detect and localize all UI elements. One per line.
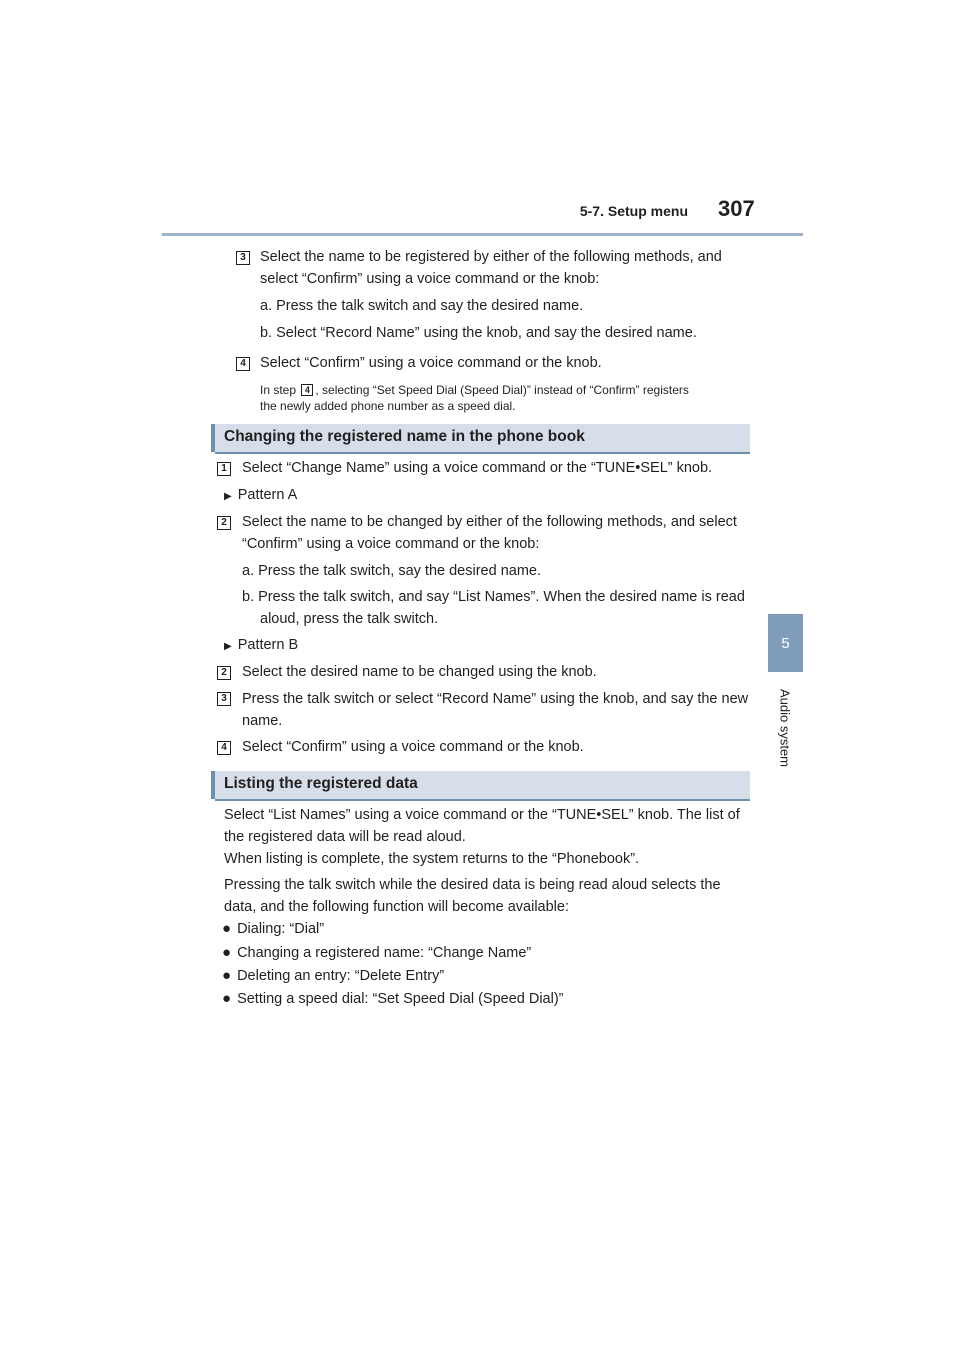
pattern-b-text: Pattern B xyxy=(237,637,299,653)
change-step-1-badge: 1 xyxy=(217,462,231,476)
chapter-tab xyxy=(768,614,803,672)
change-step-2a-line-2: “Confirm” using a voice command or the knob: xyxy=(242,536,540,552)
bullet-text: Setting a speed dial: “Set Speed Dial (Speed Dial)” xyxy=(237,991,564,1007)
section-title-listing: Listing the registered data xyxy=(224,775,418,792)
step-3-line-1: Select the name to be registered by either of the following methods, and xyxy=(260,249,722,265)
listing-p1-line-2: the registered data will be read aloud. xyxy=(224,829,466,845)
change-step-2a-option-b-line-1: b. Press the talk switch, and say “List Names”. When the desired name is read xyxy=(242,589,745,605)
step-3-text xyxy=(260,246,746,290)
bullet-text: Dialing: “Dial” xyxy=(237,921,325,937)
list-item xyxy=(222,990,564,1007)
note-text-before: In step xyxy=(260,383,297,397)
section-header-underline xyxy=(215,799,750,801)
section-header-change-name xyxy=(211,424,750,452)
change-step-1-text: Select “Change Name” using a voice command or the “TUNE•SEL” knob. xyxy=(242,460,713,476)
chapter-title: Audio system xyxy=(777,688,793,768)
speed-dial-note xyxy=(260,382,746,414)
step-3-option-a: a. Press the talk switch and say the desired name. xyxy=(260,298,584,314)
change-step-2a-badge: 2 xyxy=(217,516,231,530)
change-step-3-line-2: name. xyxy=(242,713,283,729)
pattern-b-label xyxy=(224,634,298,658)
change-step-2b-text: Select the desired name to be changed using the knob. xyxy=(242,664,597,680)
note-line-2: the newly added phone number as a speed dial. xyxy=(260,399,516,413)
section-label: 5-7. Setup menu xyxy=(579,203,688,219)
listing-paragraph-1 xyxy=(224,804,746,870)
section-header-listing xyxy=(211,771,750,799)
listing-p1-line-3: When listing is complete, the system returns to the “Phonebook”. xyxy=(224,851,640,867)
bullet-icon: ● xyxy=(222,920,232,937)
change-step-2a-option-b xyxy=(242,586,745,630)
chapter-number: 5 xyxy=(781,634,790,652)
step-3-line-2: select “Confirm” using a voice command or the knob: xyxy=(260,271,600,287)
list-item xyxy=(222,920,324,937)
change-step-2a-line-1: Select the name to be changed by either of the following methods, and select xyxy=(242,514,737,530)
bullet-text: Changing a registered name: “Change Name” xyxy=(237,945,532,961)
change-step-3-line-1: Press the talk switch or select “Record Name” using the knob, and say the new xyxy=(242,691,749,707)
step-3-badge: 3 xyxy=(236,251,250,265)
pattern-a-text: Pattern A xyxy=(237,487,298,503)
change-step-3-badge: 3 xyxy=(217,692,231,706)
note-step-badge: 4 xyxy=(301,384,313,396)
change-step-2b-badge: 2 xyxy=(217,666,231,680)
listing-p2-line-2: data, and the following function will become available: xyxy=(224,899,569,915)
listing-paragraph-2 xyxy=(224,874,746,918)
pattern-a-label xyxy=(224,484,297,508)
change-step-2a-text xyxy=(242,511,746,555)
list-item xyxy=(222,944,531,961)
section-header-underline xyxy=(215,452,750,454)
bullet-text: Deleting an entry: “Delete Entry” xyxy=(237,968,445,984)
bullet-icon: ● xyxy=(222,990,232,1007)
triangle-right-icon: ▶ xyxy=(224,641,232,652)
bullet-icon: ● xyxy=(222,944,232,961)
change-step-2a-option-b-line-2: aloud, press the talk switch. xyxy=(260,611,439,627)
header-rule xyxy=(162,233,803,236)
note-text-after: , selecting “Set Speed Dial (Speed Dial)” instead of “Confirm” registers xyxy=(315,383,689,397)
bullet-icon: ● xyxy=(222,967,232,984)
section-title-change-name: Changing the registered name in the phone book xyxy=(224,428,585,445)
change-step-4-text: Select “Confirm” using a voice command or the knob. xyxy=(242,739,584,755)
change-step-4-badge: 4 xyxy=(217,741,231,755)
change-step-3-text xyxy=(242,688,749,732)
step-4-badge: 4 xyxy=(236,357,250,371)
listing-p2-line-1: Pressing the talk switch while the desired data is being read aloud selects the xyxy=(224,877,721,893)
page-number: 307 xyxy=(718,196,755,221)
step-4-text: Select “Confirm” using a voice command or the knob. xyxy=(260,355,602,371)
step-3-option-b: b. Select “Record Name” using the knob, and say the desired name. xyxy=(260,325,697,341)
change-step-2a-option-a: a. Press the talk switch, say the desired name. xyxy=(242,563,541,579)
listing-p1-line-1: Select “List Names” using a voice command or the “TUNE•SEL” knob. The list of xyxy=(224,807,740,823)
triangle-right-icon: ▶ xyxy=(224,491,232,502)
list-item xyxy=(222,967,444,984)
